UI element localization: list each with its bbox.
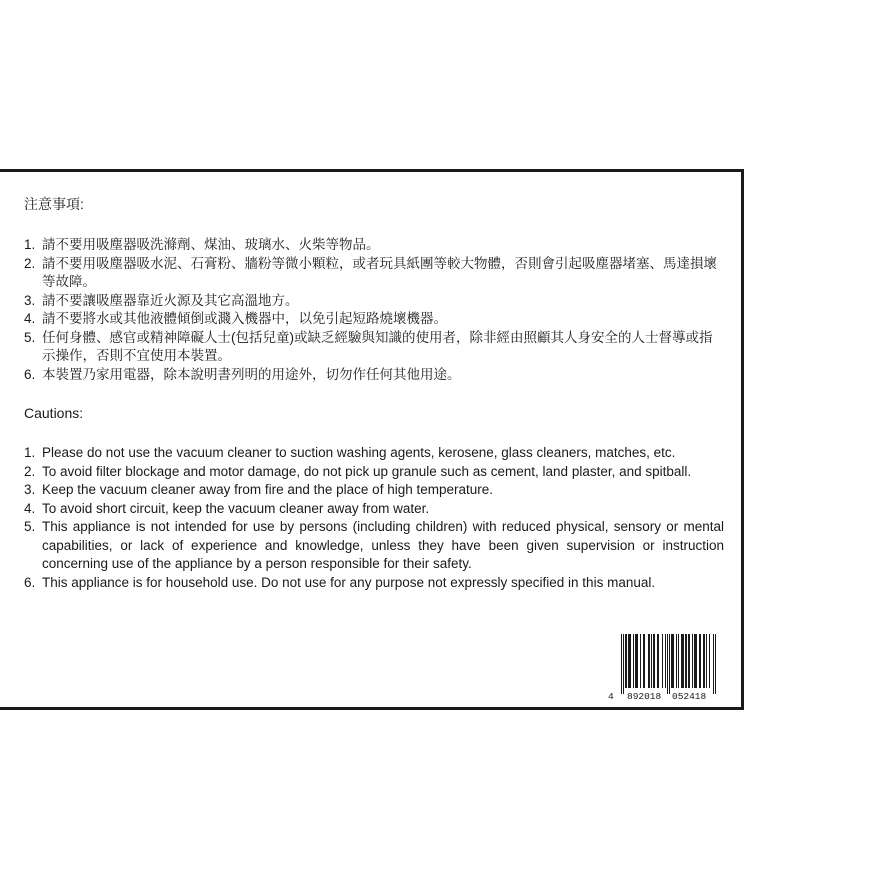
barcode-bar bbox=[630, 634, 631, 688]
barcode-first-digit: 4 bbox=[608, 691, 614, 702]
list-item bbox=[24, 236, 724, 255]
barcode-bar bbox=[658, 634, 659, 688]
item-number: 3. bbox=[24, 292, 36, 308]
barcode-bar bbox=[681, 634, 682, 688]
item-number: 6. bbox=[24, 366, 36, 382]
barcode-bar bbox=[713, 634, 714, 694]
barcode-bar bbox=[673, 634, 674, 688]
item-text: Please do not use the vacuum cleaner to suction washing agents, kerosene, glass cleaners, matches, etc. bbox=[42, 445, 676, 460]
barcode-bar bbox=[694, 634, 695, 688]
barcode-bar bbox=[636, 634, 637, 688]
list-item bbox=[24, 500, 724, 519]
item-text: 請不要用吸塵器吸水泥、石膏粉、牆粉等微小顆粒，或者玩具紙團等較大物體，否則會引起吸塵器堵塞、馬達損壞等故障。 bbox=[42, 255, 717, 289]
barcode-bar bbox=[688, 634, 689, 688]
card-content bbox=[24, 194, 724, 592]
barcode-bar bbox=[676, 634, 677, 688]
item-text: This appliance is for household use. Do not use for any purpose not expressly specified in this manual. bbox=[42, 574, 656, 590]
item-text: To avoid filter blockage and motor damage, do not pick up granule such as cement, land plaster, and spitball. bbox=[42, 463, 692, 479]
barcode-bar bbox=[695, 634, 696, 688]
item-text: 請不要用吸塵器吸洗滌劑、煤油、玻璃水、火柴等物品。 bbox=[42, 237, 380, 252]
barcode-bar bbox=[709, 634, 710, 688]
list-item bbox=[24, 518, 724, 574]
barcode-bar bbox=[621, 634, 622, 694]
barcode-bar bbox=[704, 634, 705, 688]
barcode-bar bbox=[689, 634, 690, 688]
barcode-bar bbox=[649, 634, 650, 688]
zh-cautions-list bbox=[24, 236, 724, 384]
barcode-bar bbox=[671, 634, 672, 688]
zh-heading: 注意事項: bbox=[24, 196, 84, 212]
item-text: Keep the vacuum cleaner away from fire and the place of high temperature. bbox=[42, 482, 494, 497]
barcode-bars bbox=[607, 632, 719, 694]
list-item bbox=[24, 310, 724, 329]
item-number: 5. bbox=[24, 519, 36, 534]
barcode-bar bbox=[706, 634, 707, 688]
item-text: To avoid short circuit, keep the vacuum cleaner away from water. bbox=[42, 500, 430, 516]
barcode-bar bbox=[635, 634, 636, 688]
list-item bbox=[24, 481, 724, 500]
barcode-bar bbox=[692, 634, 693, 688]
barcode-bar bbox=[672, 634, 673, 688]
barcode bbox=[607, 632, 719, 704]
item-text: This appliance is not intended for use by persons (including children) with reduced physical, sensory or mental capabilities, or lack of experience and knowledge, unless they have been given supervision or instruction concerning use of the appliance by a person responsible for their safety. bbox=[42, 519, 724, 571]
barcode-bar bbox=[629, 634, 630, 688]
item-text: 請不要將水或其他液體傾倒或濺入機器中，以免引起短路燒壞機器。 bbox=[42, 311, 447, 326]
item-number: 1. bbox=[24, 445, 36, 460]
barcode-bar bbox=[685, 634, 686, 688]
list-item bbox=[24, 444, 724, 463]
barcode-bar bbox=[657, 634, 658, 688]
barcode-bar bbox=[633, 634, 634, 688]
item-number: 4. bbox=[24, 500, 36, 516]
barcode-bar bbox=[640, 634, 641, 688]
barcode-bar bbox=[644, 634, 645, 688]
barcode-bar bbox=[648, 634, 649, 688]
barcode-bar bbox=[683, 634, 684, 688]
barcode-bar bbox=[715, 634, 716, 694]
barcode-bar bbox=[700, 634, 701, 688]
barcode-bar bbox=[669, 634, 670, 694]
barcode-bar bbox=[696, 634, 697, 688]
list-item bbox=[24, 463, 724, 482]
item-number: 2. bbox=[24, 255, 36, 271]
barcode-bar bbox=[653, 634, 654, 688]
item-number: 3. bbox=[24, 482, 36, 497]
barcode-bar bbox=[625, 634, 626, 688]
barcode-bar bbox=[682, 634, 683, 688]
barcode-bar bbox=[686, 634, 687, 688]
item-number: 2. bbox=[24, 463, 36, 479]
list-item bbox=[24, 329, 724, 366]
barcode-bar bbox=[626, 634, 627, 688]
item-number: 1. bbox=[24, 237, 36, 252]
cautions-card bbox=[0, 169, 744, 710]
item-text: 本裝置乃家用電器，除本說明書列明的用途外，切勿作任何其他用途。 bbox=[42, 366, 461, 382]
item-number: 6. bbox=[24, 574, 36, 590]
barcode-bar bbox=[699, 634, 700, 688]
item-text: 任何身體、感官或精神障礙人士(包括兒童)或缺乏經驗與知識的使用者，除非經由照顧其人身安全的人士督導或指示操作，否則不宜使用本裝置。 bbox=[42, 329, 713, 363]
barcode-bar bbox=[678, 634, 679, 688]
barcode-bar bbox=[654, 634, 655, 688]
barcode-bar bbox=[651, 634, 652, 688]
item-text: 請不要讓吸塵器靠近火源及其它高溫地方。 bbox=[42, 292, 299, 308]
list-item bbox=[24, 255, 724, 292]
barcode-bar bbox=[628, 634, 629, 688]
barcode-bar bbox=[667, 634, 668, 694]
barcode-bar bbox=[637, 634, 638, 688]
barcode-bar bbox=[662, 634, 663, 688]
barcode-bar bbox=[703, 634, 704, 688]
en-cautions-list bbox=[24, 444, 724, 592]
barcode-bar bbox=[623, 634, 624, 694]
barcode-right-digits: 052418 bbox=[672, 691, 707, 702]
list-item bbox=[24, 292, 724, 311]
barcode-bar bbox=[643, 634, 644, 688]
item-number: 5. bbox=[24, 329, 36, 345]
list-item bbox=[24, 574, 724, 593]
en-heading: Cautions: bbox=[24, 405, 84, 421]
barcode-bar bbox=[665, 634, 666, 688]
barcode-left-digits: 892018 bbox=[627, 691, 662, 702]
item-number: 4. bbox=[24, 311, 36, 326]
list-item bbox=[24, 366, 724, 385]
